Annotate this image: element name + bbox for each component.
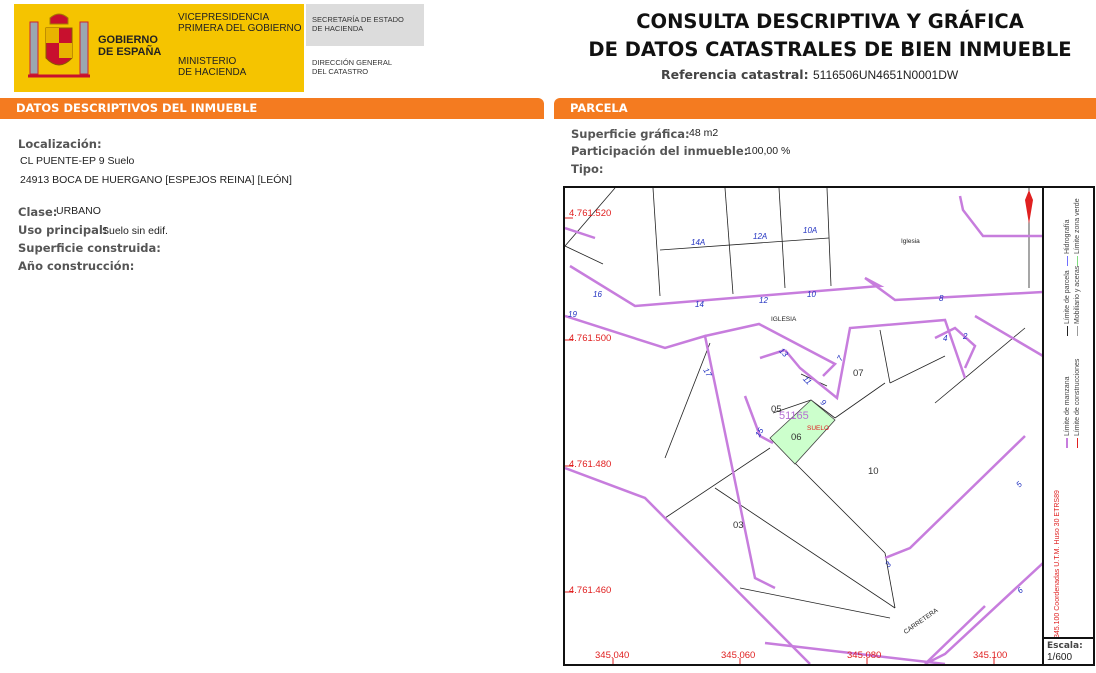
street-number: 14A: [691, 238, 706, 247]
y-coord-1: 4.761.520: [569, 208, 612, 219]
clase-value: URBANO: [56, 205, 101, 217]
uso-value: Suelo sin edif.: [102, 225, 168, 237]
street-number: 11: [801, 374, 814, 387]
cadastral-map: [563, 186, 1095, 666]
gobierno-line1: GOBIERNO: [98, 34, 158, 46]
legend-hidrografia-text: Hidrografía: [1064, 219, 1071, 255]
localizacion-line2: 24913 BOCA DE HUERGANO [ESPEJOS REINA] [LEÓN]: [20, 174, 292, 186]
ministerio-line1: MINISTERIO: [178, 56, 237, 67]
x-coord-4: 345.100: [973, 650, 1008, 661]
subparcel-label: 03: [733, 520, 744, 531]
legend-zona-verde-text: Límite zona verde: [1074, 198, 1081, 255]
coat-of-arms-icon: [24, 12, 94, 84]
subparcel-label: 06: [791, 432, 802, 443]
direccion-line1: DIRECCIÓN GENERAL: [312, 58, 393, 67]
map-legend: [1042, 186, 1095, 666]
legend-mobiliario: [1074, 266, 1081, 336]
participacion-value: 100,00 %: [746, 145, 791, 157]
section-title-parcela: PARCELA: [554, 98, 1096, 119]
street-number: 6: [1015, 585, 1025, 596]
vicepresidencia-line1: VICEPRESIDENCIA: [178, 12, 270, 23]
tipo-label: Tipo:: [571, 162, 604, 176]
scale-box: [1042, 637, 1095, 666]
street-number: 3: [883, 559, 893, 570]
street-number: 14: [695, 300, 704, 309]
subparcel-label: 10: [868, 466, 879, 477]
street-number: 2: [963, 332, 968, 341]
scale-label: Escala:: [1047, 641, 1083, 651]
ministerio-line2: DE HACIENDA: [178, 67, 247, 78]
participacion-label: Participación del inmueble:: [571, 144, 749, 158]
manzana-swatch: [1066, 438, 1068, 448]
x-coord-1: 345.040: [595, 650, 630, 661]
clase-label: Clase:: [18, 205, 58, 219]
legend-manzana-text: Límite de manzana: [1064, 376, 1071, 437]
subparcel-label: 05: [771, 404, 782, 415]
carretera-label: CARRETERA: [902, 607, 940, 636]
page-title: [560, 8, 1096, 64]
street-number: 10A: [803, 226, 818, 235]
legend-hidrografia: [1064, 219, 1071, 266]
superficie-grafica-label: Superficie gráfica:: [571, 127, 690, 141]
north-arrow-icon: [1025, 190, 1033, 224]
section-title-descriptivos: DATOS DESCRIPTIVOS DEL INMUEBLE: [0, 98, 544, 119]
street-number: 5: [1014, 479, 1024, 490]
secretaria-box: [306, 4, 424, 46]
street-number: 9: [818, 397, 828, 408]
map-drawing: [565, 188, 1043, 664]
x-coord-2: 345.060: [721, 650, 756, 661]
mobiliario-swatch: [1077, 326, 1078, 336]
anio-construccion-label: Año construcción:: [18, 259, 135, 273]
parcel-id-label: 51165: [779, 410, 809, 422]
suelo-label: SUELO: [807, 425, 830, 432]
hidrografia-swatch: [1067, 256, 1068, 266]
subparcel-label: 07: [853, 368, 864, 379]
street-number: 8: [939, 294, 944, 303]
legend-construcciones: [1074, 359, 1081, 448]
ref-value: 5116506UN4651N0001DW: [813, 68, 959, 82]
iglesia-top-label: Iglesia: [901, 238, 920, 245]
legend-manzana: [1064, 377, 1071, 449]
iglesia-label: IGLESIA: [771, 316, 797, 323]
superficie-construida-label: Superficie construida:: [18, 241, 161, 255]
street-number: 19: [568, 310, 577, 319]
street-number: 17: [701, 366, 714, 379]
legend-construcciones-text: Límite de construcciones: [1074, 358, 1081, 437]
vicepresidencia-line2: PRIMERA DEL GOBIERNO: [178, 23, 302, 34]
y-coord-4: 4.761.460: [569, 585, 612, 596]
ref-label: Referencia catastral:: [661, 67, 809, 82]
street-number: 4: [943, 334, 948, 343]
y-coord-3: 4.761.480: [569, 459, 612, 470]
street-number: 12A: [753, 232, 768, 241]
direccion-line2: DEL CATASTRO: [312, 67, 369, 76]
street-number: 15: [753, 426, 766, 439]
secretaria-line1: SECRETARÍA DE ESTADO: [312, 15, 404, 24]
direccion-box: [306, 48, 424, 92]
street-number: 13: [777, 346, 790, 359]
legend-parcela: [1064, 270, 1071, 336]
street-number: 12: [759, 296, 768, 305]
legend-parcela-text: Límite de parcela: [1064, 270, 1071, 325]
superficie-grafica-value: 48 m2: [689, 127, 719, 139]
x-coord-3: 345.080: [847, 650, 882, 661]
coordinates-legend: 345.100 Coordenadas U.T.M. Huso 30 ETRS89: [1054, 490, 1061, 638]
localizacion-label: Localización:: [18, 137, 102, 151]
localizacion-line1: CL PUENTE-EP 9 Suelo: [20, 155, 135, 167]
zona-verde-swatch: [1077, 256, 1078, 266]
street-number: 16: [593, 290, 602, 299]
y-coord-2: 4.761.500: [569, 333, 612, 344]
street-number: 7: [835, 354, 846, 363]
street-number: 10: [807, 290, 816, 299]
legend-mobiliario-text: Mobiliario y aceras: [1074, 265, 1081, 325]
parcela-swatch: [1067, 326, 1068, 336]
gobierno-line2: DE ESPAÑA: [98, 46, 162, 58]
uso-label: Uso principal:: [18, 223, 108, 237]
secretaria-line2: DE HACIENDA: [312, 24, 364, 33]
title-line2: DE DATOS CATASTRALES DE BIEN INMUEBLE: [588, 38, 1072, 61]
scale-value: 1/600: [1047, 652, 1073, 663]
government-logo-block: [14, 4, 304, 92]
construcciones-swatch: [1077, 438, 1078, 448]
legend-zona-verde: [1074, 198, 1081, 266]
title-line1: CONSULTA DESCRIPTIVA Y GRÁFICA: [636, 10, 1024, 33]
